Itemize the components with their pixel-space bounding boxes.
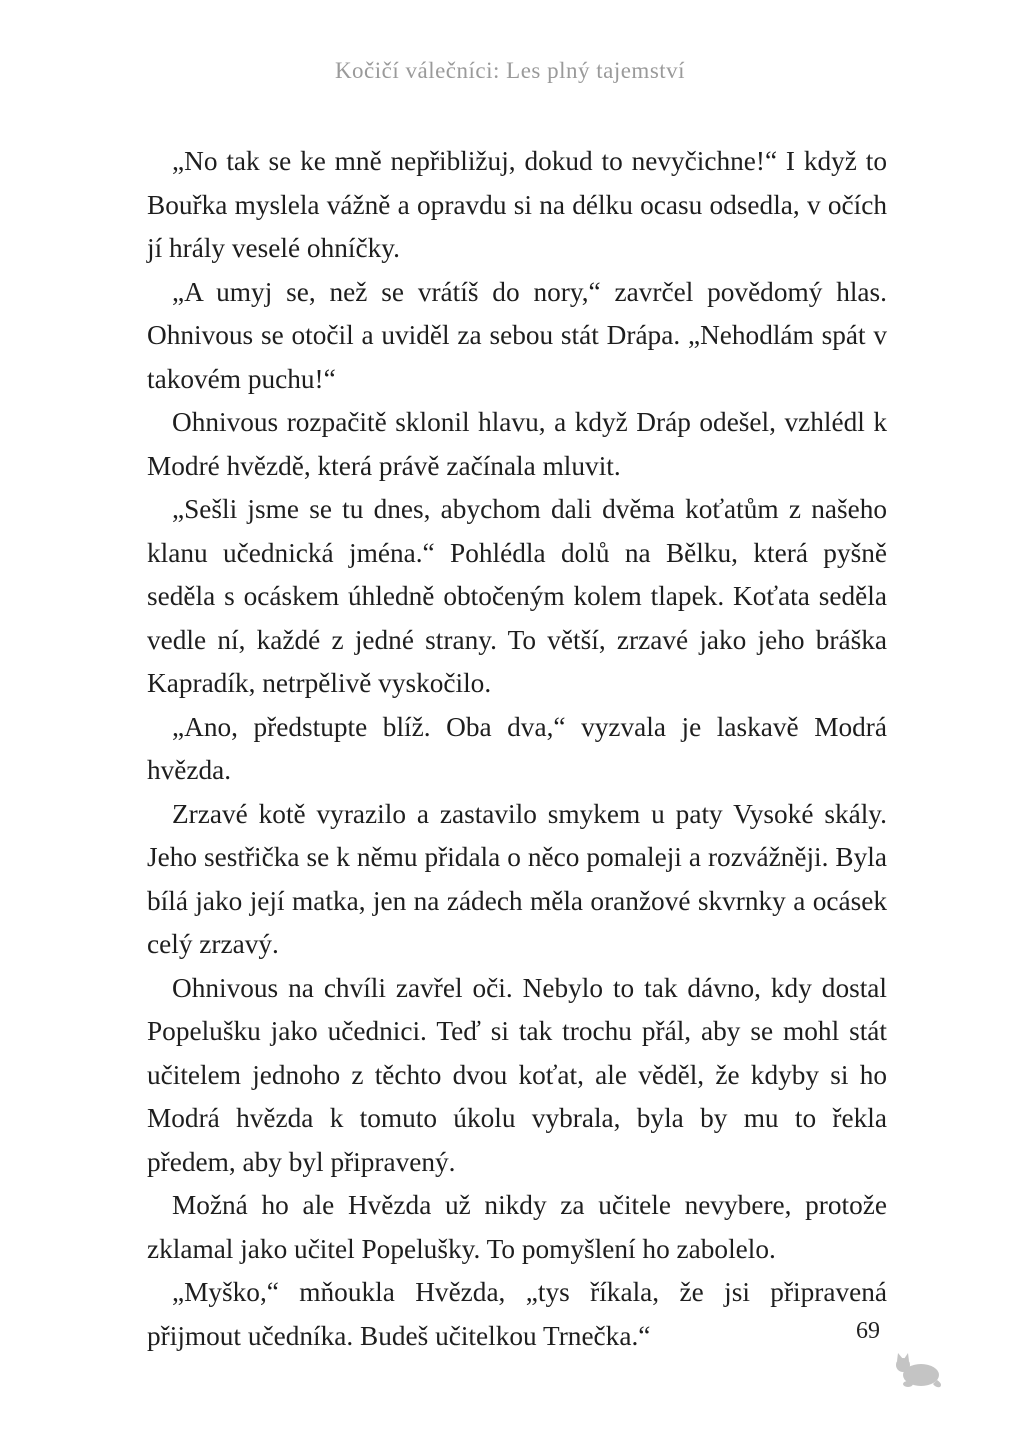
page-number: 69 (856, 1318, 880, 1344)
paragraph: „Ano, předstupte blíž. Oba dva,“ vyzvala je laskavě Modrá hvězda. (147, 711, 887, 785)
body-text (147, 140, 887, 1358)
paragraph: „Myško,“ mňoukla Hvězda, „tys říkala, že jsi připravená přijmout učedníka. Budeš učitelkou Trnečka.“ (147, 1277, 887, 1351)
running-header: Kočičí válečníci: Les plný tajemství (334, 58, 686, 83)
paragraph: Ohnivous na chvíli zavřel oči. Nebylo to tak dávno, kdy dostal Popelušku jako učednici. Teď si tak trochu přál, aby se mohl stát učitelem jednoho z těchto dvou koťat, ale věděl, že kdyby si ho Modrá hvězda k tomuto úkolu vybrala, byla by mu to řekla předem, aby byl připravený. (147, 972, 887, 1177)
cat-silhouette-icon (893, 1352, 943, 1388)
paragraph: Možná ho ale Hvězda už nikdy za učitele nevybere, protože zklamal jako učitel Popelušky. To pomyšlení ho zabolelo. (147, 1190, 887, 1264)
paragraph: Zrzavé kotě vyrazilo a zastavilo smykem u paty Vysoké skály. Jeho sestřička se k němu přidala o něco pomaleji a rozvážněji. Byla bílá jako její matka, jen na zádech měla oranžové skvrnky a ocásek celý zrzavý. (147, 798, 887, 959)
paragraph: Ohnivous rozpačitě sklonil hlavu, a když Dráp odešel, vzhlédl k Modré hvězdě, která právě začínala mluvit. (147, 407, 887, 481)
paragraph: „Sešli jsme se tu dnes, abychom dali dvěma koťatům z našeho klanu učednická jména.“ Pohlédla dolů na Bělku, která pyšně seděla s ocáskem úhledně obtočeným kolem tlapek. Koťata seděla vedle ní, každé z jedné strany. To větší, zrzavé jako jeho bráška Kapradík, netrpělivě vyskočilo. (147, 494, 887, 698)
paragraph: „No tak se ke mně nepřibližuj, dokud to nevyčichne!“ I když to Bouřka myslela vážně a opravdu si na délku ocasu odsedla, v očích jí hrály veselé ohníčky. (147, 146, 887, 263)
paragraph: „A umyj se, než se vrátíš do nory,“ zavrčel povědomý hlas. Ohnivous se otočil a uviděl za sebou stát Drápa. „Nehodlám spát v takovém puchu!“ (147, 276, 887, 394)
